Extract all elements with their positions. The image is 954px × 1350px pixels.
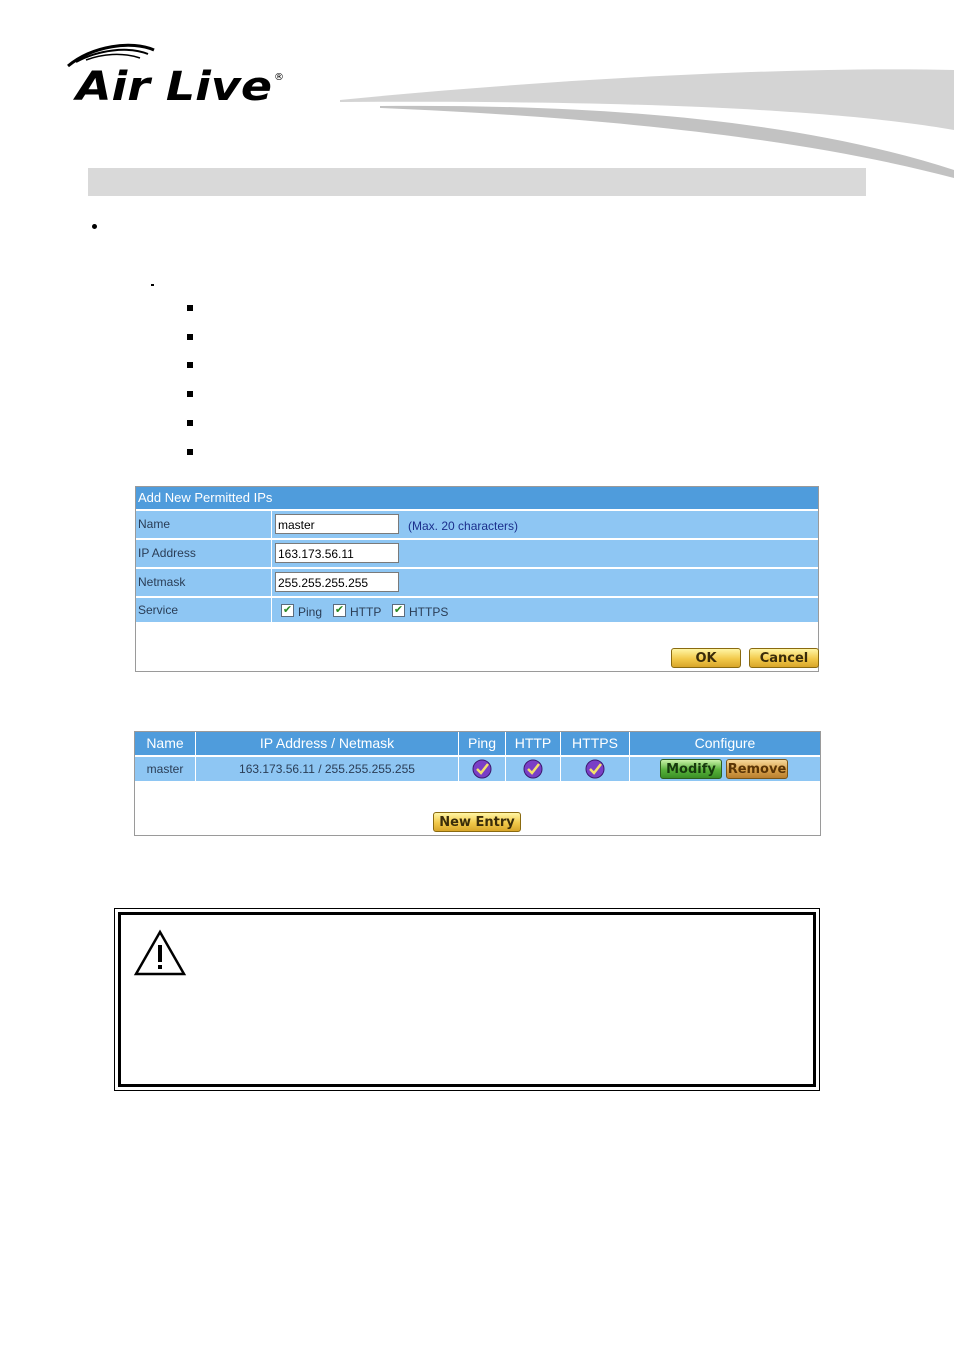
col-header-https: HTTPS <box>561 732 630 755</box>
row-ip-netmask: 163.173.56.11 / 255.255.255.255 <box>196 757 459 781</box>
list-bullet <box>187 391 193 397</box>
modify-button[interactable]: Modify <box>660 759 722 779</box>
https-checkbox-label: HTTPS <box>409 605 449 619</box>
row-name: master <box>135 757 196 781</box>
sub-bullet-mark <box>151 284 154 286</box>
form-title: Add New Permitted IPs <box>138 490 273 505</box>
http-checkbox-label: HTTP <box>350 605 382 619</box>
name-input[interactable]: master <box>275 514 399 534</box>
permitted-ip-list <box>134 731 821 836</box>
row-ping-cell <box>459 757 506 781</box>
netmask-input[interactable]: 255.255.255.255 <box>275 572 399 592</box>
ping-checkbox-label: Ping <box>298 605 323 619</box>
ip-address-row <box>136 540 818 567</box>
col-header-configure: Configure <box>630 732 820 755</box>
name-hint: (Max. 20 characters) <box>408 519 519 533</box>
cancel-button[interactable]: Cancel <box>749 648 819 668</box>
list-bullet <box>187 420 193 426</box>
ip-address-label: IP Address <box>136 540 272 567</box>
add-permitted-ip-form <box>135 486 819 672</box>
list-bullet <box>187 449 193 455</box>
section-heading-bar <box>88 168 866 196</box>
list-bullet <box>187 305 193 311</box>
list-bullet <box>187 334 193 340</box>
col-header-ip-netmask: IP Address / Netmask <box>196 732 459 755</box>
service-label: Service <box>136 598 272 622</box>
enabled-check-icon <box>523 759 543 779</box>
logo-text: Air Live <box>72 64 273 108</box>
name-label: Name <box>136 511 272 538</box>
warning-note-frame <box>118 912 816 1087</box>
service-row <box>136 598 818 622</box>
row-http-cell <box>506 757 561 781</box>
new-entry-button[interactable]: New Entry <box>433 812 521 832</box>
row-configure-cell <box>630 757 820 781</box>
col-header-ping: Ping <box>459 732 506 755</box>
name-row <box>136 511 818 538</box>
bullet <box>92 224 97 229</box>
https-checkbox[interactable]: ✔ <box>393 604 404 616</box>
registered-mark: ® <box>274 72 284 83</box>
warning-icon <box>133 929 187 977</box>
form-title-bar <box>136 487 818 509</box>
ping-checkbox[interactable]: ✔ <box>282 604 293 616</box>
row-https-cell <box>561 757 630 781</box>
col-header-name: Name <box>135 732 196 755</box>
remove-button[interactable]: Remove <box>726 759 788 779</box>
ip-address-input[interactable]: 163.173.56.11 <box>275 543 399 563</box>
ok-button[interactable]: OK <box>671 648 741 668</box>
http-checkbox[interactable]: ✔ <box>334 604 345 616</box>
list-bullet <box>187 362 193 368</box>
netmask-label: Netmask <box>136 569 272 596</box>
netmask-row <box>136 569 818 596</box>
warning-note-box <box>114 908 820 1091</box>
enabled-check-icon <box>585 759 605 779</box>
col-header-http: HTTP <box>506 732 561 755</box>
enabled-check-icon <box>472 759 492 779</box>
airlive-logo <box>62 40 292 108</box>
header-swoosh <box>340 60 954 180</box>
